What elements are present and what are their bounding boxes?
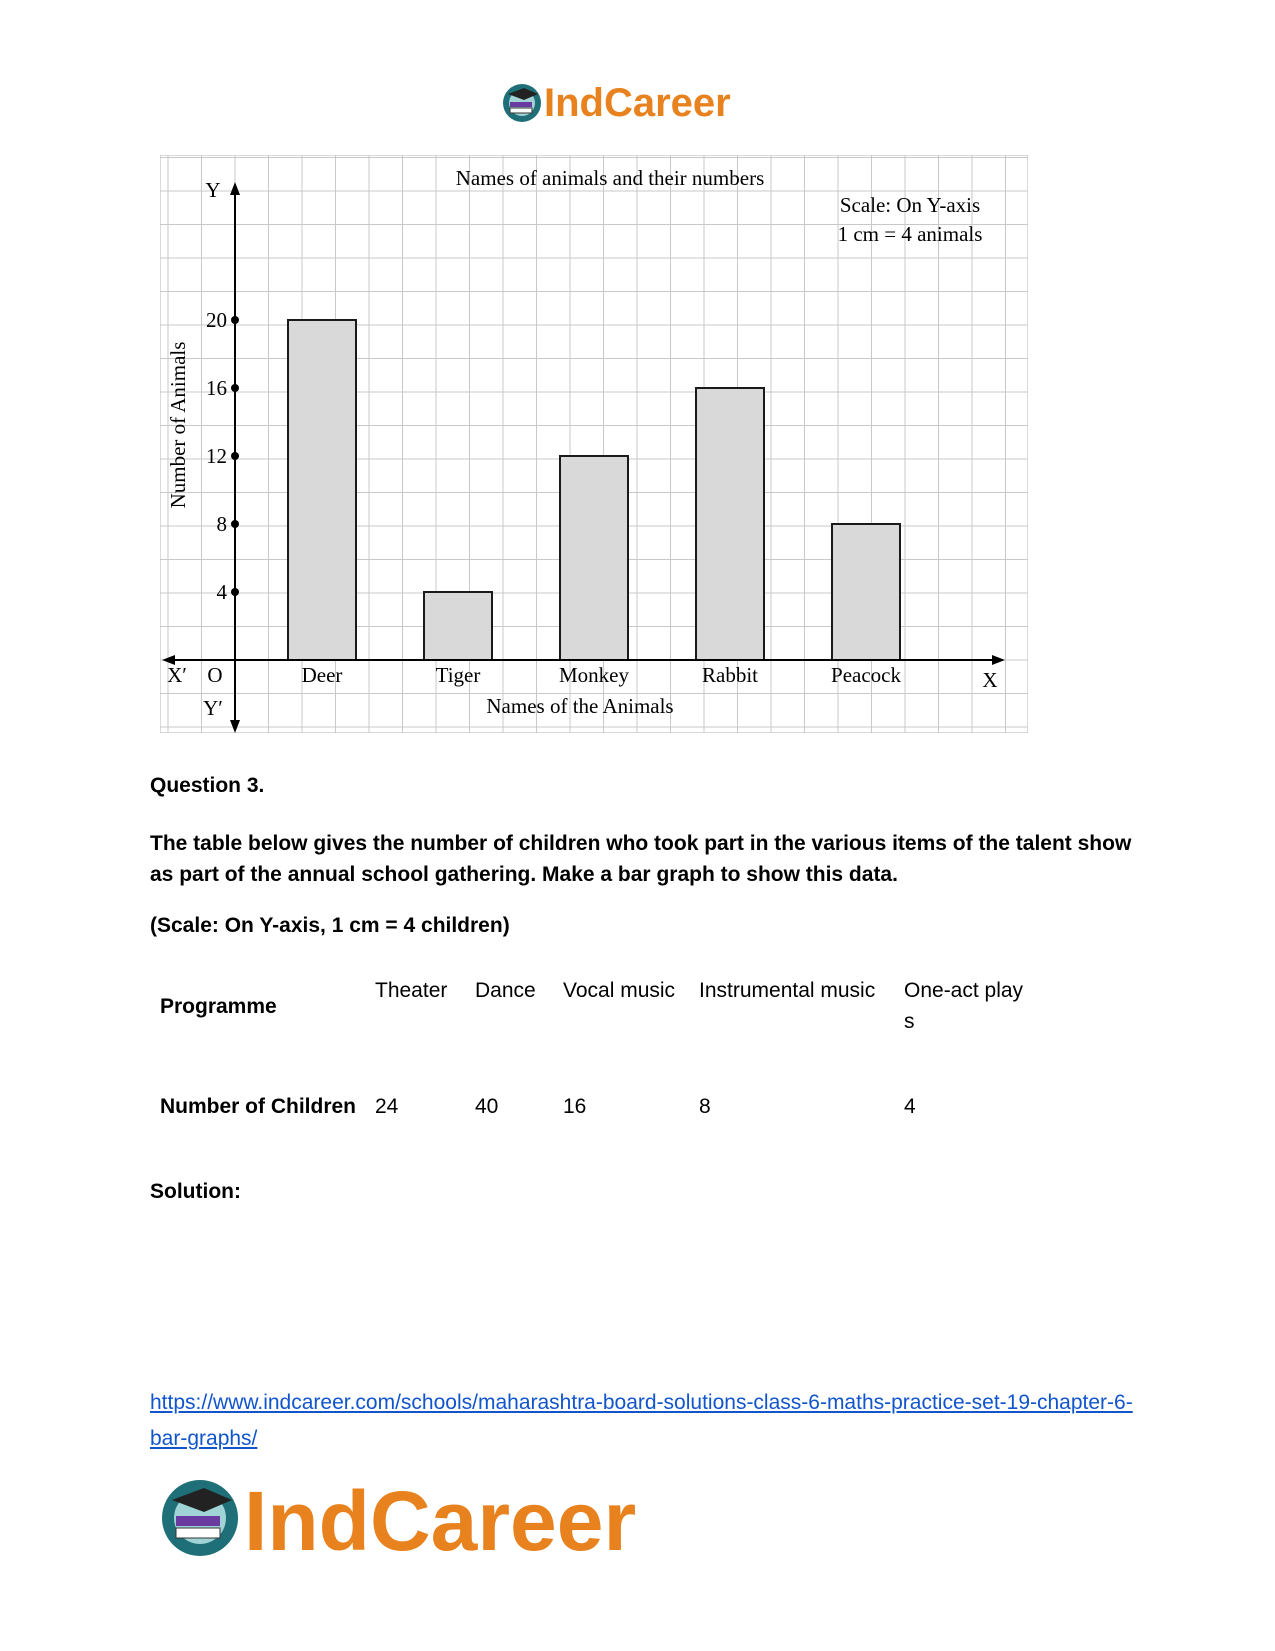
y-tick-label-8: 8	[216, 512, 227, 536]
y-tick-dot	[231, 452, 239, 460]
table-row-header-children: Number of Children	[160, 1095, 357, 1118]
question-title: Question 3.	[150, 774, 265, 797]
y-axis-title: Number of Animals	[166, 341, 190, 509]
bar-rabbit	[696, 388, 764, 660]
chart-scale-line-2: 1 cm = 4 animals	[837, 222, 983, 246]
y-tick-label-12: 12	[206, 444, 227, 468]
logo-text: IndCareer	[544, 81, 731, 125]
animals-bar-chart	[160, 155, 1028, 733]
y-tick-dot	[231, 384, 239, 392]
chart-title: Names of animals and their numbers	[455, 166, 765, 190]
bar-peacock	[832, 524, 900, 660]
x-tick-label-deer: Deer	[301, 663, 343, 687]
y-tick-dot	[231, 588, 239, 596]
x-axis-pos-label: X	[982, 668, 998, 692]
x-axis-neg-label: X′	[167, 663, 187, 687]
y-axis-pos-label: Y	[205, 178, 221, 202]
table-cell: Instrumental music	[699, 979, 876, 1002]
table-row-programme	[150, 975, 1024, 1091]
y-tick-dot	[231, 316, 239, 324]
logo-text: IndCareer	[244, 1474, 637, 1566]
y-tick-label-4: 4	[216, 580, 227, 604]
indcareer-logo-bottom	[158, 1470, 698, 1566]
table-row-header-programme: Programme	[160, 995, 277, 1018]
table-cell: One-act plays	[904, 979, 1024, 1033]
table-cell: 16	[563, 1095, 587, 1118]
x-tick-label-monkey: Monkey	[559, 663, 629, 687]
x-tick-label-rabbit: Rabbit	[702, 663, 758, 687]
table-cell: 4	[904, 1095, 916, 1118]
bar-deer	[288, 320, 356, 660]
table-cell: 40	[475, 1095, 499, 1118]
origin-label: O	[207, 663, 223, 687]
table-cell: 24	[375, 1095, 399, 1118]
question-body: The table below gives the number of children who took part in the various items of the talent show as part of the annual school gathering. Make a bar graph to show this data.	[150, 832, 1132, 886]
graduate-cap-icon	[162, 1480, 238, 1556]
talent-show-table	[150, 975, 1024, 1122]
source-link[interactable]: https://www.indcareer.com/schools/maharashtra-board-solutions-class-6-maths-practice-set-19-chapter-6-bar-graphs/	[150, 1391, 1133, 1450]
chart-svg	[160, 155, 1028, 733]
table-cell: Vocal music	[563, 979, 676, 1002]
indcareer-logo-top	[500, 78, 780, 128]
y-tick-label-16: 16	[206, 376, 227, 400]
table-cell: Dance	[475, 979, 536, 1002]
x-tick-label-peacock: Peacock	[831, 663, 901, 687]
x-axis-title: Names of the Animals	[486, 694, 674, 718]
graduate-cap-icon	[503, 84, 541, 122]
bar-monkey	[560, 456, 628, 660]
y-tick-label-20: 20	[206, 308, 227, 332]
question-scale-note: (Scale: On Y-axis, 1 cm = 4 children)	[150, 914, 510, 937]
table-cell: 8	[699, 1095, 711, 1118]
x-tick-label-tiger: Tiger	[435, 663, 481, 687]
table-row-children	[150, 1091, 1024, 1122]
solution-label: Solution:	[150, 1180, 241, 1203]
table-cell: Theater	[375, 979, 448, 1002]
y-axis-neg-label: Y′	[203, 696, 223, 720]
y-tick-dot	[231, 520, 239, 528]
chart-scale-line-1: Scale: On Y-axis	[839, 193, 981, 217]
bar-tiger	[424, 592, 492, 660]
